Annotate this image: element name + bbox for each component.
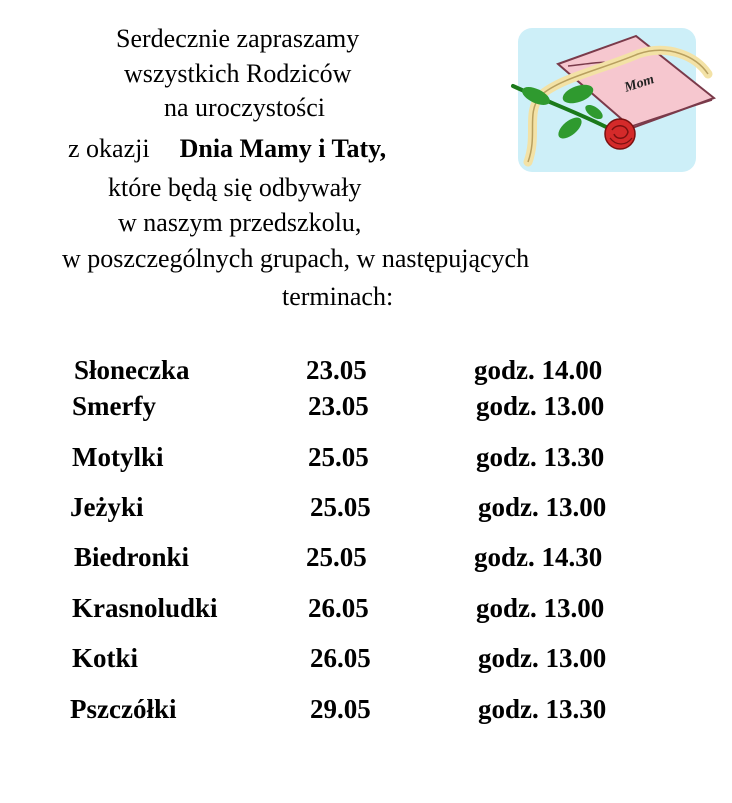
schedule-row-biedronki (0, 540, 732, 574)
occasion-title: Dnia Mamy i Taty, (179, 134, 387, 163)
group-name: Biedronki (74, 542, 190, 572)
group-name: Krasnoludki (72, 593, 218, 623)
event-date: 29.05 (310, 694, 371, 724)
invitation-line-1: Serdecznie zapraszamy (116, 24, 360, 53)
event-date: 25.05 (310, 492, 371, 522)
event-date: 23.05 (308, 391, 369, 421)
schedule-row-pszczolki (0, 692, 732, 726)
event-time: godz. 13.00 (476, 593, 605, 623)
occasion-prefix: z okazji (68, 134, 150, 163)
group-name: Jeżyki (70, 492, 144, 522)
schedule-row-smerfy (0, 389, 732, 423)
group-name: Motylki (72, 442, 164, 472)
event-date: 25.05 (308, 442, 369, 472)
event-time: godz. 13.30 (476, 442, 605, 472)
event-time: godz. 13.00 (476, 391, 605, 421)
invitation-line-7: w poszczególnych grupach, w następujących (62, 244, 530, 273)
event-time: godz. 13.00 (478, 492, 607, 522)
invitation-line-8: terminach: (282, 282, 394, 311)
invitation-line-4 (68, 133, 386, 165)
invitation-line-2: wszystkich Rodziców (124, 59, 352, 88)
invitation-line-3: na uroczystości (164, 93, 326, 122)
mom-card-with-rose-icon (508, 24, 720, 174)
event-time: godz. 14.00 (474, 355, 603, 385)
event-date: 25.05 (306, 542, 367, 572)
event-time: godz. 13.30 (478, 694, 607, 724)
card-label: Mom (622, 72, 657, 96)
event-date: 23.05 (306, 355, 367, 385)
schedule-row-sloneczka (0, 353, 732, 387)
event-time: godz. 13.00 (478, 643, 607, 673)
event-date: 26.05 (308, 593, 369, 623)
event-time: godz. 14.30 (474, 542, 603, 572)
group-name: Słoneczka (74, 355, 190, 385)
invitation-line-5: które będą się odbywały (108, 173, 362, 202)
schedule-row-jezyki (0, 490, 732, 524)
group-name: Pszczółki (70, 694, 177, 724)
group-name: Smerfy (72, 391, 156, 421)
schedule-row-motylki (0, 440, 732, 474)
schedule-row-kotki (0, 641, 732, 675)
schedule-row-krasnoludki (0, 591, 732, 625)
invitation-line-6: w naszym przedszkolu, (118, 208, 362, 237)
event-date: 26.05 (310, 643, 371, 673)
group-name: Kotki (72, 643, 139, 673)
